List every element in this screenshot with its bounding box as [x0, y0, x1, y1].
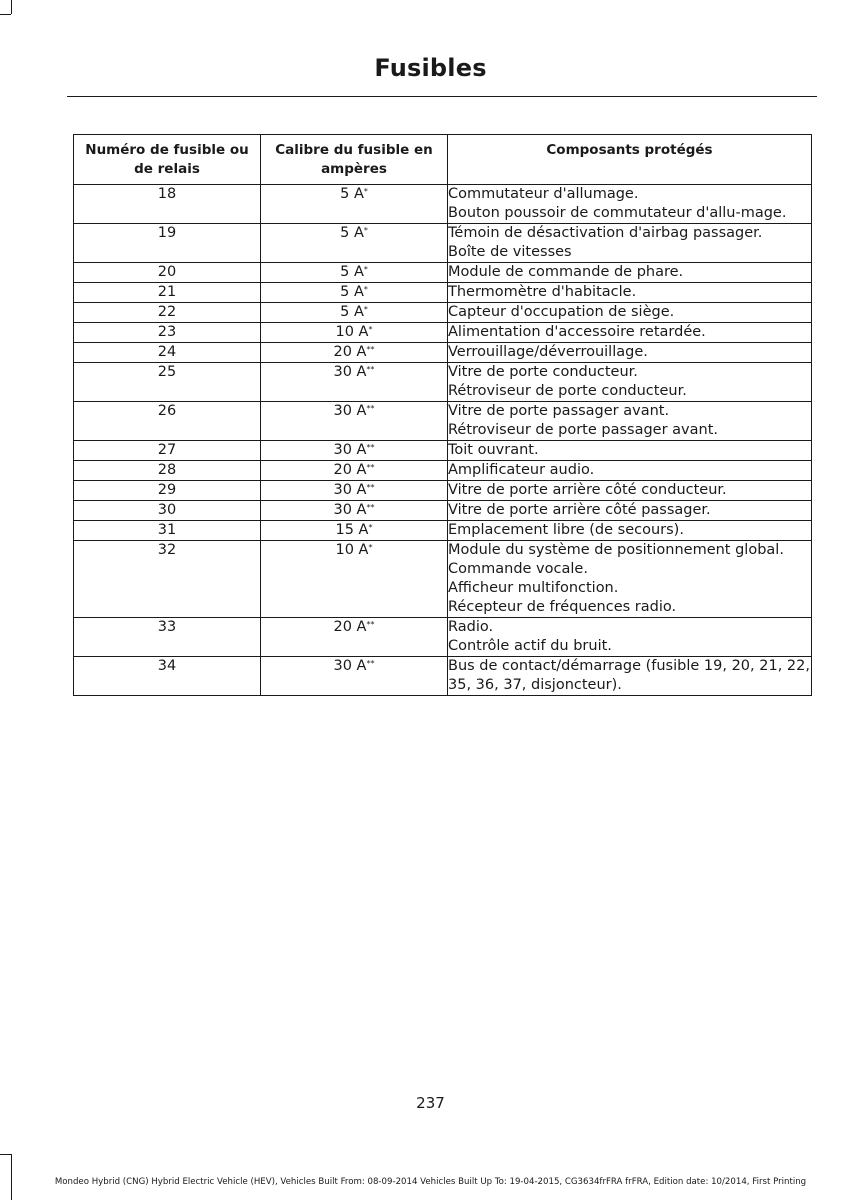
fuse-rating-footnote-mark: **: [366, 463, 375, 472]
fuse-number: 26: [74, 402, 261, 441]
protected-components-cell: [448, 541, 812, 618]
protected-component: Amplificateur audio.: [448, 462, 595, 478]
protected-components-cell: [448, 441, 812, 461]
fuse-number: 22: [74, 303, 261, 323]
fuse-rating-cell: [261, 263, 448, 283]
fuse-number: 18: [74, 185, 261, 224]
fuse-rating-footnote-mark: *: [363, 187, 368, 196]
protected-components-cell: [448, 283, 812, 303]
fuse-rating-cell: [261, 657, 448, 696]
protected-component: Commutateur d'allumage.: [448, 186, 639, 202]
protected-components-cell: [448, 224, 812, 263]
table-row: [74, 481, 812, 501]
fuse-number: 31: [74, 521, 261, 541]
protected-component: Boîte de vitesses: [448, 244, 572, 260]
fuse-rating: 5 A: [340, 264, 364, 280]
table-row: [74, 283, 812, 303]
fuse-rating-footnote-mark: *: [363, 265, 368, 274]
table-row: [74, 363, 812, 402]
fuse-rating-footnote-mark: *: [363, 305, 368, 314]
protected-component: Vitre de porte arrière côté passager.: [448, 502, 711, 518]
protected-components-cell: [448, 501, 812, 521]
protected-component: Vitre de porte arrière côté conducteur.: [448, 482, 727, 498]
fuse-number: 32: [74, 541, 261, 618]
fuse-rating-cell: [261, 541, 448, 618]
protected-component: Témoin de désactivation d'airbag passager.: [448, 225, 763, 241]
fuse-rating-footnote-mark: *: [368, 325, 373, 334]
fuse-number: 20: [74, 263, 261, 283]
fuse-rating: 10 A: [335, 542, 369, 558]
table-row: [74, 541, 812, 618]
fuse-rating-footnote-mark: *: [363, 226, 368, 235]
header-fuse-rating: Calibre du fusible en ampères: [261, 135, 448, 185]
fuse-table-body: [74, 185, 812, 696]
fuse-rating-footnote-mark: *: [368, 543, 373, 552]
fuse-number: 29: [74, 481, 261, 501]
fuse-rating: 30 A: [333, 658, 367, 674]
protected-components-cell: [448, 185, 812, 224]
protected-components-cell: [448, 402, 812, 441]
fuse-rating-cell: [261, 461, 448, 481]
protected-component: Module de commande de phare.: [448, 264, 684, 280]
table-row: [74, 441, 812, 461]
protected-component: Radio.: [448, 619, 494, 635]
fuse-rating-cell: [261, 224, 448, 263]
fuse-number: 25: [74, 363, 261, 402]
fuse-rating-footnote-mark: **: [366, 404, 375, 413]
fuse-rating: 20 A: [333, 344, 367, 360]
table-row: [74, 461, 812, 481]
page-title: Fusibles: [374, 54, 487, 82]
protected-components-cell: [448, 323, 812, 343]
fuse-rating-cell: [261, 343, 448, 363]
fuse-rating-footnote-mark: **: [366, 483, 375, 492]
fuse-rating-cell: [261, 402, 448, 441]
table-header-row: [74, 135, 812, 185]
table-row: [74, 323, 812, 343]
fuse-rating-cell: [261, 303, 448, 323]
table-row: [74, 521, 812, 541]
table-row: [74, 185, 812, 224]
fuse-rating: 30 A: [333, 442, 367, 458]
fuse-number: 24: [74, 343, 261, 363]
table-row: [74, 303, 812, 323]
fuse-rating-footnote-mark: **: [366, 365, 375, 374]
fuse-rating: 10 A: [335, 324, 369, 340]
fuse-rating-footnote-mark: **: [366, 345, 375, 354]
fuse-rating-cell: [261, 441, 448, 461]
fuse-rating-cell: [261, 323, 448, 343]
protected-component: Commande vocale.: [448, 561, 588, 577]
table-row: [74, 657, 812, 696]
fuse-rating-cell: [261, 185, 448, 224]
protected-components-cell: [448, 618, 812, 657]
fuse-number: 28: [74, 461, 261, 481]
fuse-rating: 20 A: [333, 619, 367, 635]
page-footer: Mondeo Hybrid (CNG) Hybrid Electric Vehicle (HEV), Vehicles Built From: 08-09-2014 Vehicles Built Up To: 19-04-2015, CG3634frFRA frFRA, Edition date: 10/2014, First Printing: [54, 1177, 807, 1187]
table-row: [74, 263, 812, 283]
protected-components-cell: [448, 461, 812, 481]
fuse-rating-cell: [261, 618, 448, 657]
table-row: [74, 343, 812, 363]
protected-component: Verrouillage/déverrouillage.: [448, 344, 648, 360]
table-row: [74, 618, 812, 657]
header-fuse-number: Numéro de fusible ou de relais: [74, 135, 261, 185]
protected-component: Rétroviseur de porte passager avant.: [448, 422, 718, 438]
protected-component: Emplacement libre (de secours).: [448, 522, 684, 538]
protected-components-cell: [448, 303, 812, 323]
protected-component: Récepteur de fréquences radio.: [448, 599, 677, 615]
fuse-rating-footnote-mark: *: [368, 523, 373, 532]
protected-component: Alimentation d'accessoire retardée.: [448, 324, 706, 340]
protected-component: Capteur d'occupation de siège.: [448, 304, 675, 320]
fuse-rating-footnote-mark: **: [366, 503, 375, 512]
fuse-rating-cell: [261, 363, 448, 402]
protected-component: Vitre de porte conducteur.: [448, 364, 638, 380]
protected-component: Contrôle actif du bruit.: [448, 638, 612, 654]
fuse-table: [73, 134, 812, 696]
protected-component: Bus de contact/démarrage (fusible 19, 20, 21, 22, 35, 36, 37, disjoncteur).: [448, 658, 810, 693]
fuse-rating: 20 A: [333, 462, 367, 478]
fuse-rating-cell: [261, 283, 448, 303]
fuse-rating-cell: [261, 481, 448, 501]
protected-component: Vitre de porte passager avant.: [448, 403, 670, 419]
fuse-rating: 5 A: [340, 186, 364, 202]
fuse-rating-footnote-mark: *: [363, 285, 368, 294]
protected-components-cell: [448, 343, 812, 363]
fuse-number: 19: [74, 224, 261, 263]
fuse-number: 30: [74, 501, 261, 521]
fuse-rating: 30 A: [333, 364, 367, 380]
page-number: 237: [416, 1094, 445, 1112]
fuse-rating: 5 A: [340, 225, 364, 241]
fuse-number: 23: [74, 323, 261, 343]
fuse-rating-cell: [261, 501, 448, 521]
protected-component: Toit ouvrant.: [448, 442, 539, 458]
fuse-number: 27: [74, 441, 261, 461]
protected-component: Thermomètre d'habitacle.: [448, 284, 637, 300]
fuse-rating-cell: [261, 521, 448, 541]
protected-component: Rétroviseur de porte conducteur.: [448, 383, 687, 399]
crop-mark-top: [11, 0, 12, 14]
protected-component: Afficheur multifonction.: [448, 580, 619, 596]
protected-component: Bouton poussoir de commutateur d'allu-mage.: [448, 205, 787, 221]
header-protected-components: Composants protégés: [448, 135, 812, 185]
fuse-rating-footnote-mark: **: [366, 620, 375, 629]
table-row: [74, 501, 812, 521]
fuse-rating: 5 A: [340, 284, 364, 300]
fuse-rating-footnote-mark: **: [366, 659, 375, 668]
protected-components-cell: [448, 363, 812, 402]
protected-components-cell: [448, 481, 812, 501]
fuse-number: 33: [74, 618, 261, 657]
fuse-number: 21: [74, 283, 261, 303]
title-divider: [67, 96, 817, 97]
fuse-rating: 30 A: [333, 482, 367, 498]
table-row: [74, 224, 812, 263]
crop-mark-bottom-horizontal: [0, 1154, 11, 1155]
protected-components-cell: [448, 521, 812, 541]
fuse-rating: 30 A: [333, 502, 367, 518]
protected-components-cell: [448, 263, 812, 283]
crop-mark-top-horizontal: [0, 14, 11, 15]
fuse-number: 34: [74, 657, 261, 696]
table-row: [74, 402, 812, 441]
fuse-rating-footnote-mark: **: [366, 443, 375, 452]
protected-components-cell: [448, 657, 812, 696]
fuse-rating: 30 A: [333, 403, 367, 419]
protected-component: Module du système de positionnement global.: [448, 542, 784, 558]
fuse-rating: 15 A: [335, 522, 369, 538]
fuse-rating: 5 A: [340, 304, 364, 320]
